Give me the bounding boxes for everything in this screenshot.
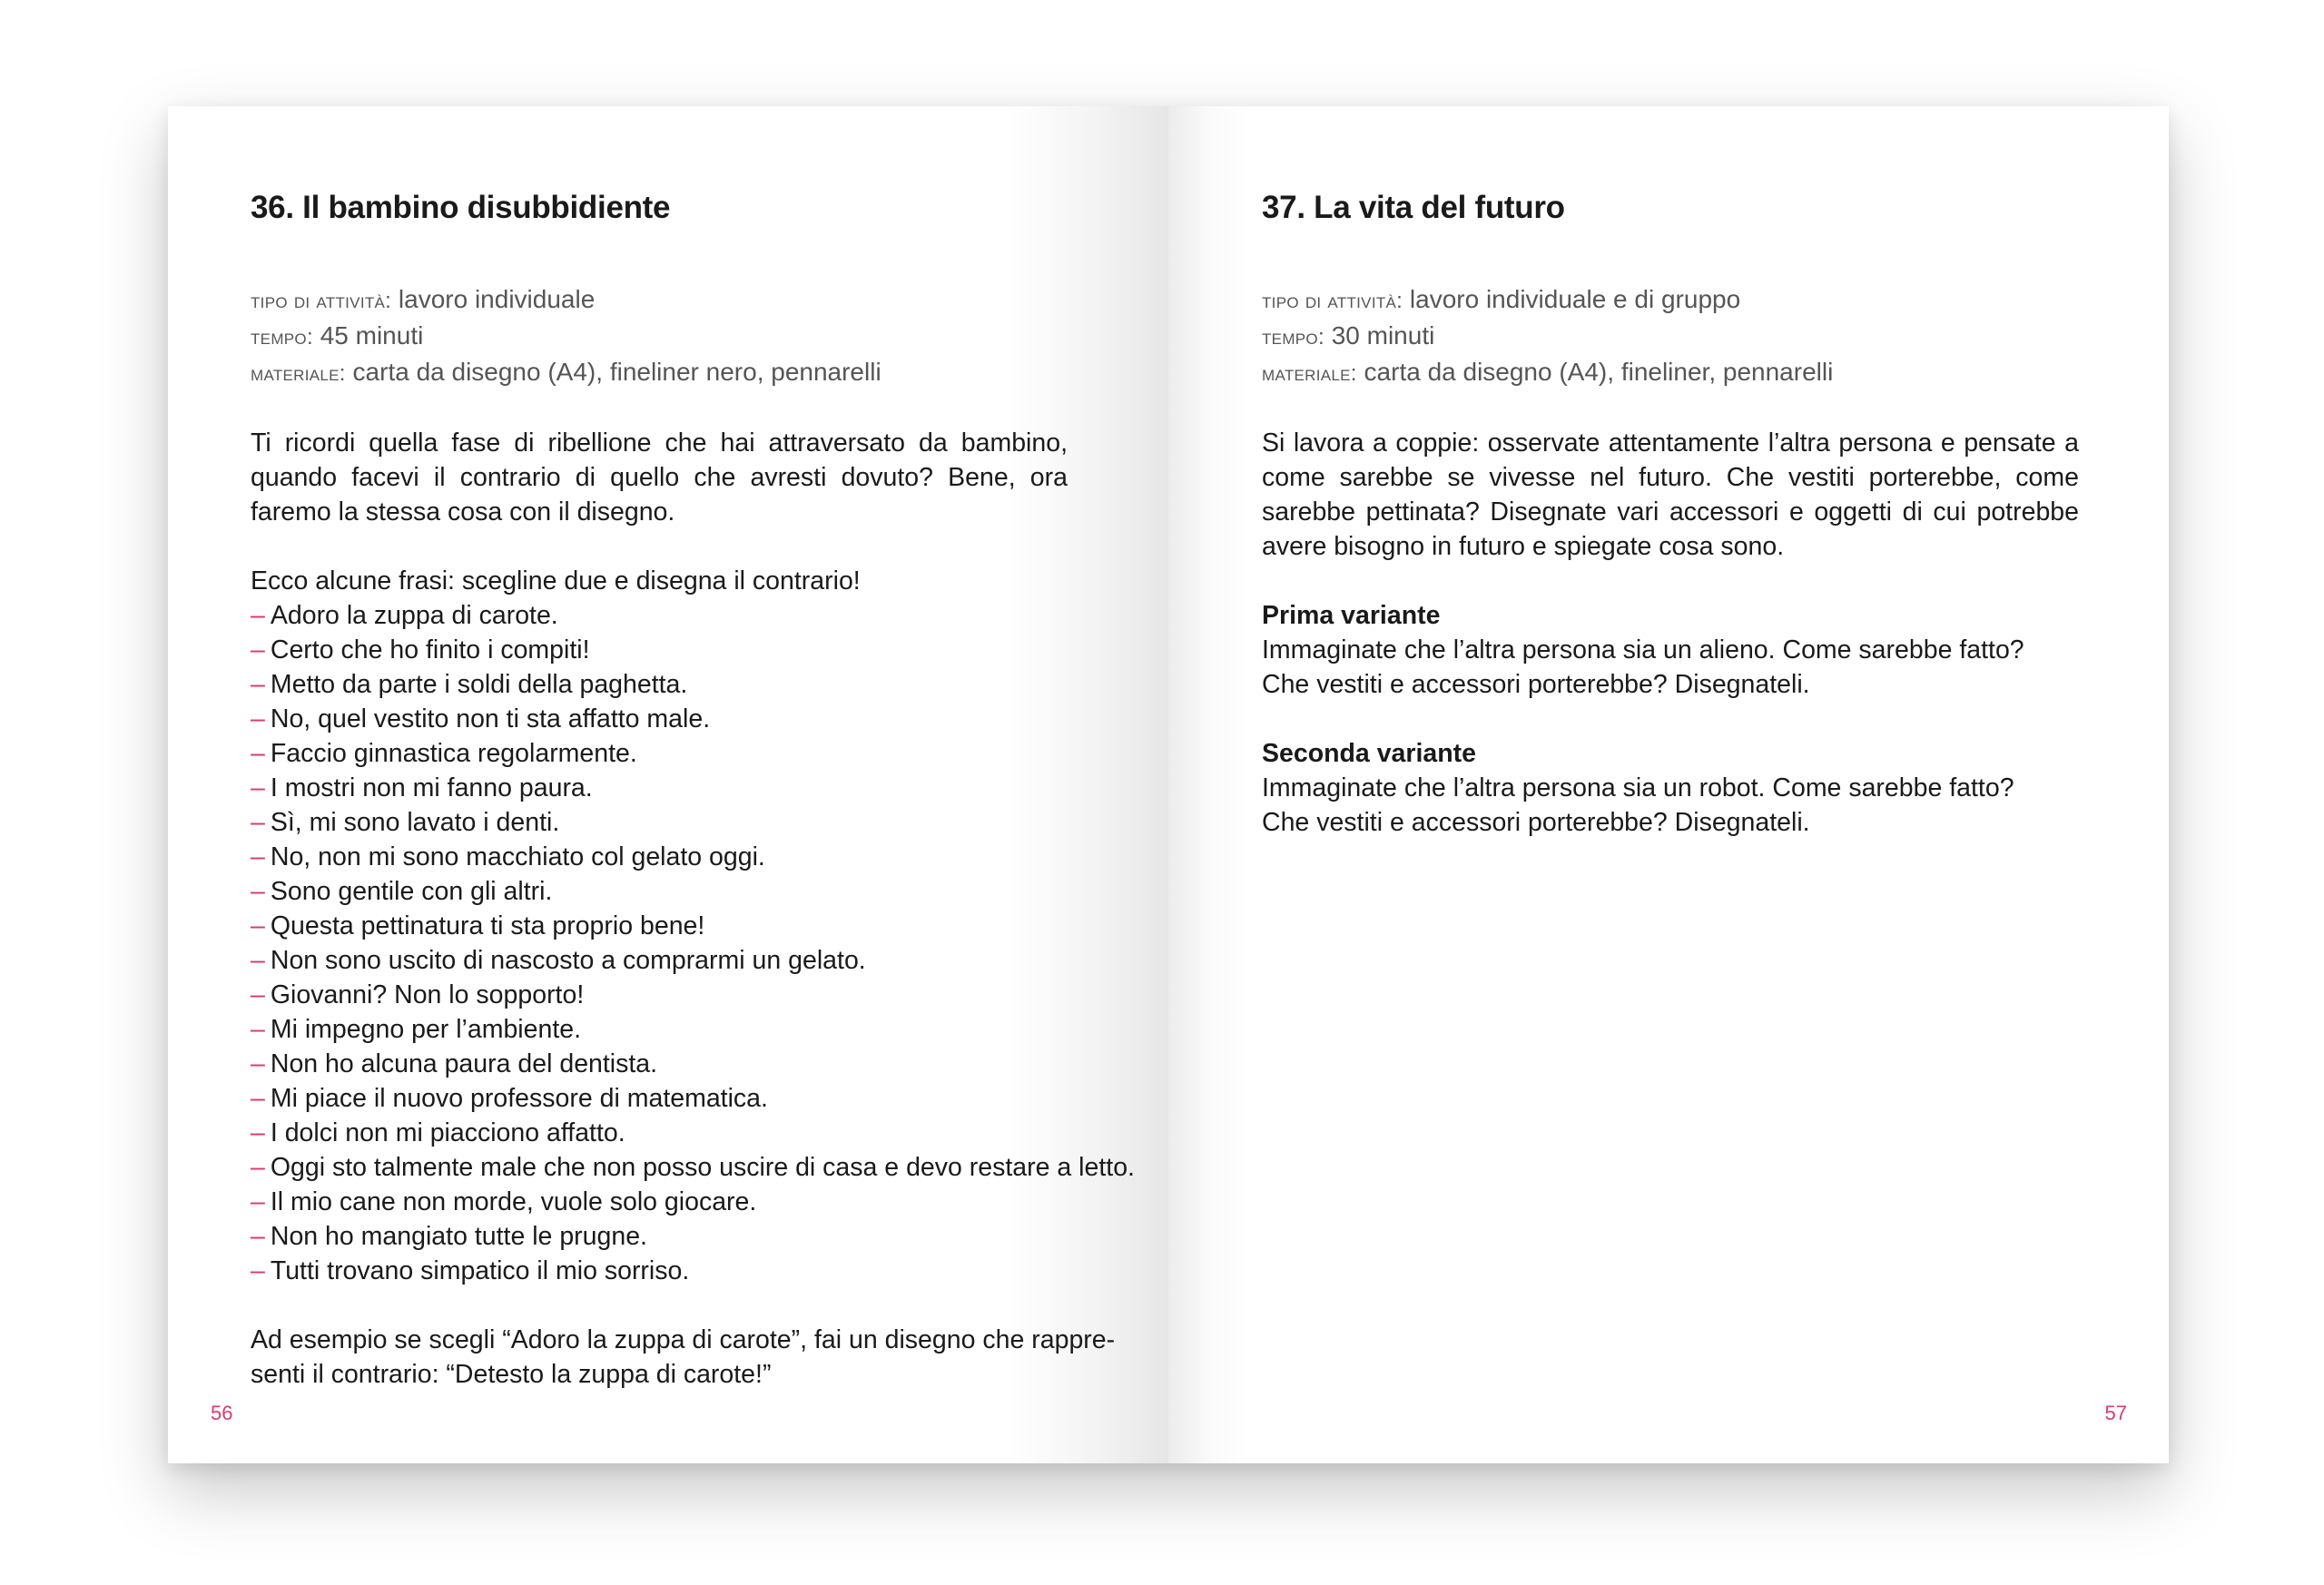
dash-bullet: – [251, 877, 265, 906]
phrase-text: No, non mi sono macchiato col gelato oggi. [270, 842, 765, 871]
left-page-content [251, 181, 1135, 1392]
variant-section [1262, 736, 2079, 840]
dash-bullet: – [251, 842, 265, 871]
phrase-text: Mi piace il nuovo professore di matematica. [270, 1084, 768, 1113]
phrase-item [251, 909, 1068, 943]
phrase-item [251, 771, 1068, 805]
meta-material: materiale: carta da disegno (A4), fineliner, pennarelli [1262, 358, 1834, 386]
dash-bullet: – [251, 1015, 265, 1044]
intro-paragraph: Ti ricordi quella fase di ribellione che hai attraversato da bambino, quando facevi il contrario di quello che avresti dovuto? Bene, ora faremo la stessa cosa con il disegno. [251, 428, 1068, 527]
phrase-text: Adoro la zuppa di carote. [270, 601, 558, 630]
left-page [168, 106, 1168, 1463]
dash-bullet: – [251, 808, 265, 837]
phrase-item [251, 874, 1068, 909]
dash-bullet: – [251, 1256, 265, 1285]
phrase-item [251, 1012, 1068, 1047]
dash-bullet: – [251, 704, 265, 733]
phrase-text: Il mio cane non morde, vuole solo giocare. [270, 1187, 757, 1216]
phrase-item [251, 1150, 1135, 1185]
activity-title: 37. La vita del futuro [1262, 190, 1565, 225]
meta-time: tempo: 45 minuti [251, 321, 424, 349]
right-page [1168, 106, 2169, 1463]
phrase-item [251, 702, 1068, 736]
meta-time: tempo: 30 minuti [1262, 321, 1435, 349]
dash-bullet: – [251, 980, 265, 1009]
dash-bullet: – [251, 773, 265, 802]
dash-bullet: – [251, 1187, 265, 1216]
phrase-item [251, 1081, 1068, 1116]
phrase-item [251, 805, 1068, 840]
phrase-item [251, 1219, 1068, 1254]
phrase-text: Mi impegno per l’ambiente. [270, 1015, 582, 1044]
page-number: 57 [2104, 1402, 2127, 1424]
book-spread [168, 106, 2169, 1463]
phrase-text: I dolci non mi piacciono affatto. [270, 1118, 625, 1147]
phrase-item [251, 633, 1068, 667]
dash-bullet: – [251, 635, 265, 665]
right-page-content [1262, 181, 2079, 840]
phrase-text: Tutti trovano simpatico il mio sorriso. [270, 1256, 690, 1285]
variant-section [1262, 598, 2079, 702]
variant-line: Immaginate che l’altra persona sia un robot. Come sarebbe fatto? [1262, 773, 2014, 802]
dash-bullet: – [251, 1084, 265, 1113]
phrase-text: Faccio ginnastica regolarmente. [270, 739, 637, 768]
phrase-text: Sono gentile con gli altri. [270, 877, 553, 906]
phrase-text: Non ho mangiato tutte le prugne. [270, 1222, 647, 1251]
activity-meta [251, 282, 1068, 391]
phrase-text: Non ho alcuna paura del dentista. [270, 1049, 658, 1078]
dash-bullet: – [251, 601, 265, 630]
variant-heading: Prima variante [1262, 601, 1441, 630]
phrase-item [251, 1254, 1068, 1288]
phrase-text: Non sono uscito di nascosto a comprarmi un gelato. [270, 946, 866, 975]
variant-line: Immaginate che l’altra persona sia un alieno. Come sarebbe fatto? [1262, 635, 2024, 665]
phrase-list [251, 598, 1135, 1288]
phrase-item [251, 598, 1068, 633]
phrase-item [251, 667, 1068, 702]
phrase-item [251, 978, 1068, 1012]
phrase-item [251, 840, 1068, 874]
list-intro: Ecco alcune frasi: scegline due e disegna il contrario! [251, 566, 861, 596]
phrase-item [251, 736, 1068, 771]
activity-meta [1262, 282, 2079, 391]
dash-bullet: – [251, 1153, 265, 1182]
phrase-text: Certo che ho finito i compiti! [270, 635, 590, 665]
intro-paragraph: Si lavora a coppie: osservate attentamente l’altra persona e pensate a come sarebbe se vivesse nel futuro. Che vestiti porterebbe, come sarebbe pettinata? Disegnate vari accessori e oggetti di cui potrebbe avere bisogno in futuro e spiegate cosa sono. [1262, 428, 2079, 561]
variant-line: Che vestiti e accessori porterebbe? Disegnateli. [1262, 808, 1810, 837]
phrase-text: No, quel vestito non ti sta affatto male. [270, 704, 711, 733]
phrase-text: Sì, mi sono lavato i denti. [270, 808, 560, 837]
dash-bullet: – [251, 1222, 265, 1251]
phrase-item [251, 1116, 1068, 1150]
outro-line: Ad esempio se scegli “Adoro la zuppa di carote”, fai un disegno che rappre- [251, 1325, 1116, 1354]
dash-bullet: – [251, 1118, 265, 1147]
phrase-text: Questa pettinatura ti sta proprio bene! [270, 911, 705, 940]
phrase-text: I mostri non mi fanno paura. [270, 773, 593, 802]
dash-bullet: – [251, 1049, 265, 1078]
dash-bullet: – [251, 911, 265, 940]
page-number: 56 [211, 1402, 233, 1424]
phrase-item [251, 1185, 1068, 1219]
phrase-item [251, 1047, 1068, 1081]
dash-bullet: – [251, 739, 265, 768]
dash-bullet: – [251, 946, 265, 975]
phrase-text: Metto da parte i soldi della paghetta. [270, 670, 688, 699]
meta-material: materiale: carta da disegno (A4), fineliner nero, pennarelli [251, 358, 881, 386]
activity-title: 36. Il bambino disubbidiente [251, 190, 671, 225]
outro-line: senti il contrario: “Detesto la zuppa di carote!” [251, 1360, 772, 1389]
phrase-item [251, 943, 1068, 978]
meta-activity-type: tipo di attività: lavoro individuale e di gruppo [1262, 285, 1741, 313]
variant-heading: Seconda variante [1262, 739, 1477, 768]
phrase-text: Oggi sto talmente male che non posso uscire di casa e devo restare a letto. [270, 1153, 1135, 1182]
phrase-text: Giovanni? Non lo sopporto! [270, 980, 585, 1009]
variant-line: Che vestiti e accessori porterebbe? Disegnateli. [1262, 670, 1810, 699]
outro-paragraph [251, 1323, 1116, 1392]
meta-activity-type: tipo di attività: lavoro individuale [251, 285, 596, 313]
dash-bullet: – [251, 670, 265, 699]
